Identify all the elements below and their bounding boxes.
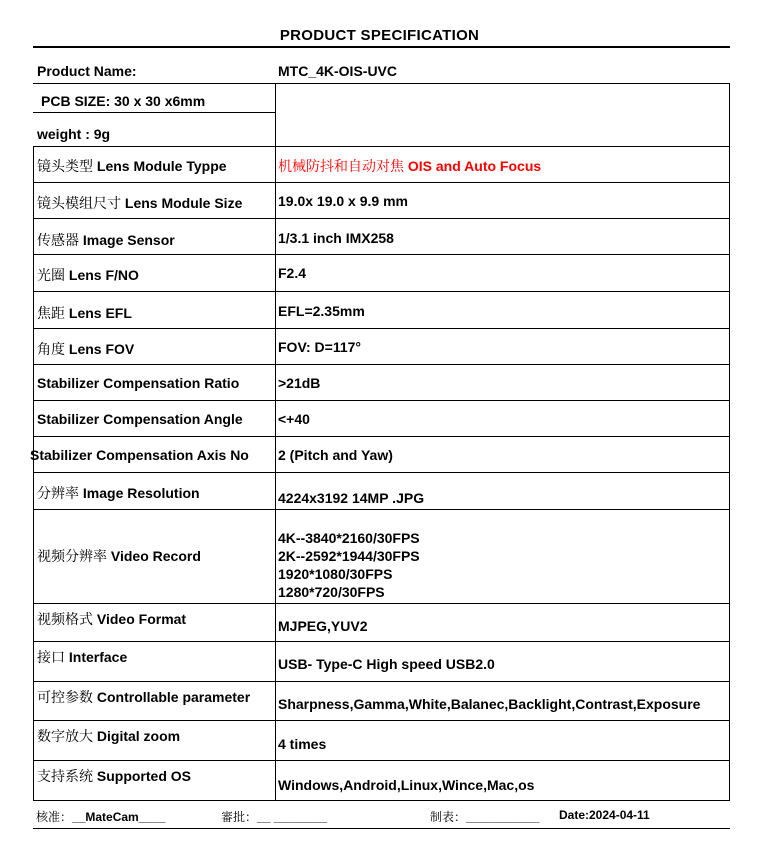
spec-value — [278, 230, 394, 246]
spec-value — [278, 618, 367, 634]
spec-label-en: Video Record — [110, 548, 201, 564]
table-divider — [275, 146, 276, 800]
spec-label-en: Stabilizer Compensation Ratio — [37, 375, 240, 391]
table-rule — [33, 760, 730, 761]
table-rule — [33, 146, 730, 147]
spec-label — [37, 483, 200, 503]
spec-label-cn: 镜头模组尺寸 — [37, 195, 121, 211]
spec-label-cn: 视频格式 — [37, 611, 93, 627]
spec-label-en: Digital zoom — [96, 728, 181, 744]
table-rule — [33, 472, 730, 473]
footer-line — [33, 828, 730, 829]
table-rule — [33, 291, 730, 292]
spec-value — [278, 777, 534, 793]
spec-label-cn: 分辨率 — [37, 485, 79, 501]
spec-label-cn: 数字放大 — [37, 728, 93, 744]
spec-value — [278, 265, 306, 281]
spec-value-text: F2.4 — [278, 265, 307, 281]
spec-value — [278, 375, 320, 391]
spec-value-cn: 机械防抖和自动对焦 — [278, 158, 404, 174]
table-rule — [33, 436, 730, 437]
table-border-right — [729, 83, 730, 800]
spec-label-en: Stabilizer Compensation Angle — [37, 411, 243, 427]
approve-label: 審批： — [221, 810, 258, 824]
spec-label — [37, 609, 186, 629]
spec-value — [278, 736, 326, 752]
table-rule — [33, 328, 730, 329]
spec-value — [278, 411, 310, 427]
spec-value — [278, 529, 420, 601]
title-underline — [33, 46, 730, 48]
spec-label — [37, 193, 242, 213]
spec-value-text: <+40 — [278, 411, 310, 427]
spec-value-line: 4K--3840*2160/30FPS — [278, 530, 420, 546]
spec-label-en: Lens Module Size — [124, 195, 243, 211]
spec-label — [37, 411, 243, 427]
spec-label-cn: 接口 — [37, 649, 65, 665]
spec-label-cn: 视频分辨率 — [37, 548, 107, 564]
spec-value — [278, 339, 361, 355]
spec-label-cn: 传感器 — [37, 232, 79, 248]
spec-label — [37, 687, 250, 707]
spec-value — [278, 447, 393, 463]
spec-label-en: Image Resolution — [82, 485, 200, 501]
spec-value-text: MJPEG,YUV2 — [278, 618, 368, 634]
table-rule — [33, 603, 730, 604]
spec-value-text: 19.0x 19.0 x 9.9 mm — [278, 193, 408, 209]
table-rule — [33, 400, 730, 401]
spec-value — [278, 193, 408, 209]
made-label: 制表： — [430, 810, 467, 824]
spec-label-en: Image Sensor — [82, 232, 175, 248]
spec-value — [278, 696, 700, 712]
spec-label-cn: 角度 — [37, 341, 65, 357]
spec-label — [37, 156, 227, 176]
made-value: ___________ — [466, 810, 540, 824]
spec-label-en: Lens F/NO — [68, 267, 139, 283]
product-name-value: MTC_4K-OIS-UVC — [278, 63, 398, 79]
spec-value-text: EFL=2.35mm — [278, 303, 365, 319]
header-divider — [275, 83, 276, 146]
spec-value — [278, 656, 495, 672]
footer-check — [36, 808, 165, 825]
spec-label — [37, 265, 139, 285]
approve-value: __ ________ — [257, 810, 328, 824]
spec-value-line: 2K--2592*1944/30FPS — [278, 548, 420, 564]
spec-label-en: Interface — [68, 649, 128, 665]
spec-value-text: 4 times — [278, 736, 327, 752]
spec-value-text: 1/3.1 inch IMX258 — [278, 230, 394, 246]
spec-value-text: Windows,Android,Linux,Wince,Mac,os — [278, 777, 535, 793]
spec-value-text: FOV: D=117° — [278, 339, 362, 355]
pcb-size: PCB SIZE: 30 x 30 x6mm — [41, 93, 206, 109]
product-name-label: Product Name: — [37, 63, 137, 79]
spec-label — [30, 447, 249, 463]
table-rule — [33, 800, 730, 801]
table-rule — [33, 254, 730, 255]
spec-label-en: Supported OS — [96, 768, 192, 784]
spec-value-text: 2 (Pitch and Yaw) — [278, 447, 393, 463]
document-title: PRODUCT SPECIFICATION — [279, 27, 480, 44]
spec-label — [37, 726, 180, 746]
spec-label-cn: 可控参数 — [37, 689, 93, 705]
table-rule — [33, 641, 730, 642]
table-rule — [33, 509, 730, 510]
spec-label-en: Lens Module Typpe — [96, 158, 227, 174]
spec-value — [278, 303, 365, 319]
spec-label — [37, 303, 132, 323]
table-rule — [33, 720, 730, 721]
spec-value-line: 1280*720/30FPS — [278, 584, 385, 600]
spec-label-cn: 光圈 — [37, 267, 65, 283]
spec-label — [37, 230, 175, 250]
spec-label — [37, 375, 239, 391]
spec-label — [37, 546, 201, 566]
spec-label — [37, 647, 127, 667]
footer-date: Date:2024-04-11 — [559, 808, 650, 822]
footer-approve — [221, 808, 327, 825]
spec-label-en: Lens EFL — [68, 305, 132, 321]
table-border-left — [33, 146, 34, 800]
spec-label — [37, 339, 134, 359]
spec-label — [37, 766, 191, 786]
spec-value-text: USB- Type-C High speed USB2.0 — [278, 656, 495, 672]
weight: weight : 9g — [37, 126, 111, 142]
table-rule — [33, 182, 730, 183]
spec-label-en: Stabilizer Compensation Axis No — [30, 447, 249, 463]
table-rule — [33, 364, 730, 365]
spec-label-en: Video Format — [96, 611, 187, 627]
footer-made — [430, 808, 539, 825]
spec-label-cn: 镜头类型 — [37, 158, 93, 174]
spec-value — [278, 490, 424, 506]
spec-value-text: Sharpness,Gamma,White,Balanec,Backlight,Contrast,Exposure — [278, 696, 701, 712]
table-rule — [33, 681, 730, 682]
spec-label-cn: 支持系统 — [37, 768, 93, 784]
spec-value-text: >21dB — [278, 375, 321, 391]
spec-value-line: 1920*1080/30FPS — [278, 566, 393, 582]
check-value: __MateCam____ — [72, 810, 166, 824]
spec-label-en: Controllable parameter — [96, 689, 251, 705]
spec-value-text: OIS and Auto Focus — [407, 158, 542, 174]
spec-value — [278, 156, 541, 176]
spec-value-text: 4224x3192 14MP .JPG — [278, 490, 425, 506]
check-label: 核准： — [36, 810, 73, 824]
spec-label-cn: 焦距 — [37, 305, 65, 321]
table-rule — [33, 218, 730, 219]
spec-label-en: Lens FOV — [68, 341, 135, 357]
